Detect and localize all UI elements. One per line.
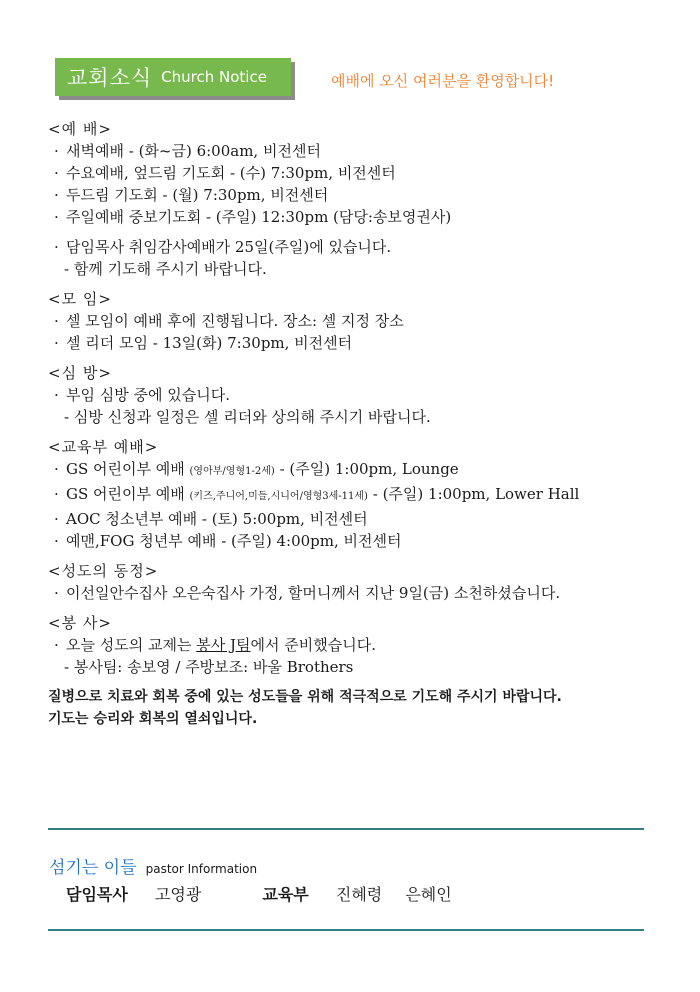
education-pastor-name: 진혜령	[335, 885, 383, 904]
section-title: <봉 사>	[48, 614, 112, 632]
section-title: <예 배>	[48, 120, 112, 138]
list-item: · 부임 심방 중에 있습니다.	[54, 386, 230, 404]
prayer-motto: 기도는 승리와 회복의 열쇠입니다.	[48, 711, 258, 727]
staff-heading	[49, 853, 257, 878]
divider-top	[48, 828, 644, 830]
education-pastor-name: 은혜인	[405, 885, 452, 904]
list-item: · 두드림 기도회 - (월) 7:30pm, 비전센터	[54, 186, 329, 204]
staff-title-ko: 섬기는 이들	[49, 858, 137, 878]
list-item: · 수요예배, 엎드림 기도회 - (수) 7:30pm, 비전센터	[54, 164, 396, 182]
prayer-request: 질병으로 치료와 회복 중에 있는 성도들을 위해 적극적으로 기도해 주시기 바랍니다.	[48, 689, 562, 705]
section-title: <심 방>	[48, 364, 112, 382]
notice-content	[48, 118, 648, 730]
header-title-en: Church Notice	[161, 68, 267, 86]
education-section	[48, 436, 648, 552]
list-item: · 예맨,FOG 청년부 예배 - (주일) 4:00pm, 비전센터	[54, 532, 402, 550]
list-item-sub: - 함께 기도해 주시기 바랍니다.	[64, 260, 267, 278]
welcome-message: 예배에 오신 여러분을 환영합니다!	[331, 72, 555, 90]
visit-section	[48, 362, 648, 428]
section-title: <모 임>	[48, 290, 112, 308]
church-notice-header	[55, 58, 291, 96]
list-item: · GS 어린이부 예배 (키즈,주니어,미들,시니어/영형3세-11세) - (주일) 1:00pm, Lower Hall	[54, 485, 580, 503]
senior-pastor-name: 고영광	[154, 885, 202, 904]
worship-section	[48, 118, 648, 280]
list-item: · 셀 리더 모임 - 13일(화) 7:30pm, 비전센터	[54, 334, 353, 352]
header-title-ko: 교회소식	[67, 66, 153, 90]
list-item: · 셀 모임이 예배 후에 진행됩니다. 장소: 셀 지정 장소	[54, 312, 404, 330]
service-section	[48, 612, 648, 678]
service-team: 봉사 J팀	[196, 636, 251, 654]
list-item: · 주일예배 중보기도회 - (주일) 12:30pm (담당:송보영권사)	[54, 208, 452, 226]
education-role: 교육부	[262, 885, 309, 904]
age-note: (키즈,주니어,미들,시니어/영형3세-11세)	[189, 491, 368, 502]
list-item-sub: - 심방 신청과 일정은 셀 리더와 상의해 주시기 바랍니다.	[64, 408, 431, 426]
section-title: <성도의 동정>	[48, 562, 159, 580]
list-item: · 이선일안수집사 오은숙집사 가정, 할머니께서 지난 9일(금) 소천하셨습니다.	[54, 584, 561, 602]
staff-list	[66, 882, 452, 905]
list-item: · 새벽예배 - (화~금) 6:00am, 비전센터	[54, 142, 321, 160]
list-item: · AOC 청소년부 예배 - (토) 5:00pm, 비전센터	[54, 510, 368, 528]
section-title: <교육부 예배>	[48, 438, 159, 456]
list-item: · 담임목사 취임감사예배가 25일(주일)에 있습니다.	[54, 238, 392, 256]
staff-title-en: pastor Information	[145, 862, 258, 876]
meeting-section	[48, 288, 648, 354]
senior-pastor-role: 담임목사	[66, 885, 128, 904]
list-item: · GS 어린이부 예배 (영아부/영형1-2세) - (주일) 1:00pm, Lounge	[54, 460, 459, 478]
list-item: · 오늘 성도의 교제는 봉사 J팀에서 준비했습니다.	[54, 636, 376, 654]
list-item-sub: - 봉사팀: 송보영 / 주방보조: 바울 Brothers	[64, 658, 354, 676]
members-section	[48, 560, 648, 604]
divider-bottom	[48, 929, 644, 931]
age-note: (영아부/영형1-2세)	[189, 466, 275, 477]
